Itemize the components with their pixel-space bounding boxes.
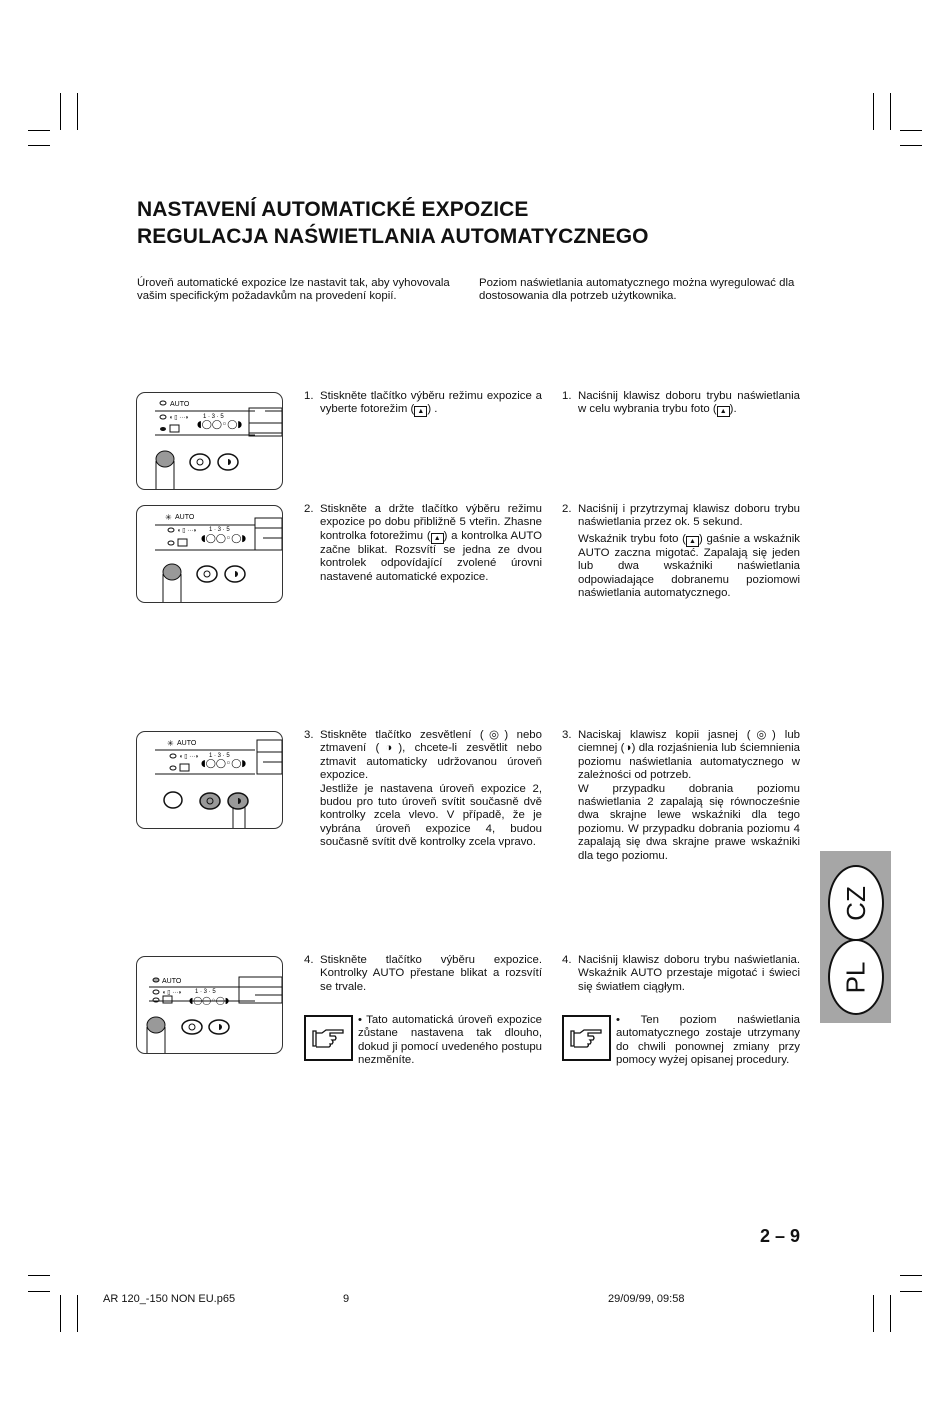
svg-text:◖◯◯◦◯◗: ◖◯◯◦◯◗ bbox=[201, 759, 247, 769]
step-text: Stiskněte tlačítko zesvětlení ( bbox=[320, 729, 484, 741]
pointing-hand-icon bbox=[304, 1015, 353, 1061]
step-text: Naciśnij i przytrzymaj klawisz doboru trybu naświetlania przez ok. 5 sekund. bbox=[578, 503, 800, 529]
photo-mode-icon: ▲ bbox=[686, 536, 699, 547]
step-number: 1. bbox=[304, 390, 314, 402]
step-text: Naciśnij klawisz doboru trybu naświetlania w celu wybrania trybu foto ( bbox=[578, 390, 800, 416]
scale-label: 1 · 3 · 5 bbox=[209, 527, 230, 533]
scale-label: 1 · 3 · 5 bbox=[209, 753, 230, 759]
language-label: CZ bbox=[840, 885, 871, 921]
svg-text:◖ ▯ ···◗: ◖ ▯ ···◗ bbox=[177, 528, 197, 534]
step-text-end: ) . bbox=[427, 403, 438, 416]
step-text-b: ) lub ciemnej ( bbox=[578, 729, 800, 755]
scale-label: 1 · 3 · 5 bbox=[195, 989, 216, 995]
svg-text:◖ ▯ ···◗: ◖ ▯ ···◗ bbox=[179, 754, 199, 760]
language-label: PL bbox=[840, 961, 871, 993]
step-number: 4. bbox=[562, 954, 572, 966]
auto-label: AUTO bbox=[170, 401, 190, 408]
panel-drawing bbox=[137, 506, 282, 602]
svg-text:◖ ▯ ···◗: ◖ ▯ ···◗ bbox=[162, 990, 182, 996]
svg-text:◖◯◯◦◯◗: ◖◯◯◦◯◗ bbox=[197, 420, 243, 430]
step-2-cz bbox=[304, 503, 542, 584]
svg-text:✳: ✳ bbox=[165, 513, 172, 522]
auto-label: AUTO bbox=[177, 740, 197, 747]
title-line-pl: REGULACJA NAŚWIETLANIA AUTOMATYCZNEGO bbox=[137, 225, 649, 248]
note-pl: • Ten poziom naświetlania automatycznego zostaje utrzymany do chwili ponownej zmiany przy pomocy wyżej opisanej procedury. bbox=[616, 1014, 800, 1067]
scale-label: 1 · 3 · 5 bbox=[203, 414, 224, 420]
step-4-cz bbox=[304, 954, 542, 994]
control-panel-illustration-4 bbox=[136, 956, 283, 1054]
intro-pl: Poziom naświetlania automatycznego można wyregulować dla dostosowania dla potrzeb użytkownika. bbox=[479, 277, 795, 303]
panel-drawing bbox=[137, 393, 282, 489]
step-2-pl bbox=[562, 503, 800, 600]
darker-icon: ◑ bbox=[379, 742, 399, 755]
step-text-d: Jestliže je nastavena úroveň expozice 2, budou pro tuto úroveň svítit současně dvě kontrolky zcela vlevo. V případě, že je vybrána úroveň expozice 4, budou současně svítit dvě kontrolky zcela vpravo. bbox=[320, 782, 542, 849]
control-panel-illustration-1 bbox=[136, 392, 283, 490]
footer-date: 29/09/99, 09:58 bbox=[608, 1293, 685, 1305]
lighter-icon: ◎ bbox=[483, 729, 505, 741]
step-number: 2. bbox=[562, 503, 572, 515]
footer-filename: AR 120_-150 NON EU.p65 bbox=[103, 1293, 236, 1305]
panel-drawing bbox=[137, 732, 282, 828]
lighter-icon: ◎ bbox=[750, 729, 773, 741]
language-badge-cz bbox=[828, 865, 884, 941]
auto-label: AUTO bbox=[162, 978, 182, 985]
panel-drawing bbox=[137, 957, 282, 1053]
step-4-pl bbox=[562, 954, 800, 994]
note-cz: • Tato automatická úroveň expozice zůstane nastavena tak dlouho, dokud ji pomocí uvedeného postupu nezměníte. bbox=[358, 1014, 542, 1067]
step-text-c: ), chcete-li zesvětlit nebo ztmavit automaticky udržovanou úroveň expozice. bbox=[320, 742, 543, 782]
svg-text:✳: ✳ bbox=[167, 739, 174, 748]
footer-page: 9 bbox=[343, 1293, 350, 1305]
auto-label: AUTO bbox=[175, 514, 195, 521]
step-number: 3. bbox=[304, 729, 314, 741]
control-panel-illustration-3 bbox=[136, 731, 283, 829]
photo-mode-icon: ▲ bbox=[414, 406, 427, 417]
step-text-c: ) dla rozjaśnienia lub ściemnienia poziomu naświetlania automatycznego w zależności od potrzeb. bbox=[578, 742, 800, 782]
step-1-pl bbox=[562, 390, 800, 417]
step-text: Stiskněte tlačítko výběru režimu expozice a vyberte fotorežim ( bbox=[320, 390, 542, 416]
step-text: Stiskněte tlačítko výběru expozice. Kontrolky AUTO přestane blikat a rozsvítí se trvale. bbox=[320, 954, 542, 993]
step-1-cz bbox=[304, 390, 542, 417]
step-number: 2. bbox=[304, 503, 314, 515]
page-number: 2 – 9 bbox=[759, 1226, 800, 1246]
photo-mode-icon: ▲ bbox=[717, 406, 730, 417]
control-panel-illustration-2 bbox=[136, 505, 283, 603]
step-text-end: ). bbox=[729, 403, 737, 416]
step-text-c: ) gaśnie a wskaźnik AUTO zaczna migotać. Zapalają się jeden lub dwa wskaźniki naświetlania odpowiadające dobranemu poziomowi naświetlania automatycznego. bbox=[578, 532, 800, 600]
step-text-end: ) a kontrolka AUTO začne blikat. Rozsvítí se jedna ze dvou kontrolek odpovídající zvolené úrovni nastavené automatické expozice. bbox=[320, 529, 542, 583]
step-number: 3. bbox=[562, 729, 572, 741]
step-text: Stiskněte a držte tlačítko výběru režimu expozice po dobu přibližně 5 vteřin. Zhasne kontrolka fotorežimu ( bbox=[320, 503, 542, 542]
svg-text:◖◯◯◦◯◗: ◖◯◯◦◯◗ bbox=[201, 534, 247, 544]
page-title bbox=[137, 196, 649, 250]
language-tab bbox=[820, 851, 891, 1023]
step-number: 1. bbox=[562, 390, 572, 402]
step-text-b: Wskaźnik trybu foto ( bbox=[578, 532, 686, 545]
step-text-b: ) nebo ztmavení ( bbox=[320, 729, 542, 755]
svg-text:◖ ▯ ···◗: ◖ ▯ ···◗ bbox=[169, 415, 189, 421]
photo-mode-icon: ▲ bbox=[431, 533, 444, 544]
pointing-hand-icon bbox=[562, 1015, 611, 1061]
step-number: 4. bbox=[304, 954, 314, 966]
step-text-continued bbox=[578, 533, 800, 601]
step-text: Naciskaj klawisz kopii jasnej ( bbox=[578, 729, 751, 741]
language-badge-pl bbox=[828, 939, 884, 1015]
step-text-d: W przypadku dobrania poziomu naświetlania 2 zapalają się równocześnie dwa skrajne lewe wskaźniki dla tego poziomu. W przypadku dobrania poziomu 4 zapalają się dwa skrajne prawe wskaźniki dla tego poziomu. bbox=[578, 782, 800, 862]
step-text: Naciśnij klawisz doboru trybu naświetlania. Wskaźnik AUTO przestaje migotać i świeci się światłem ciągłym. bbox=[578, 954, 800, 993]
svg-text:◖◯◯◦◯◗: ◖◯◯◦◯◗ bbox=[189, 996, 230, 1005]
title-line-cz: NASTAVENÍ AUTOMATICKÉ EXPOZICE bbox=[137, 198, 529, 221]
step-3-cz bbox=[304, 729, 543, 850]
intro-cz: Úroveň automatické expozice lze nastavit tak, aby vyhovovala vašim specifickým požadavkům na provedení kopií. bbox=[137, 277, 450, 303]
darker-icon: ◑ bbox=[624, 742, 632, 755]
step-3-pl bbox=[562, 729, 800, 863]
